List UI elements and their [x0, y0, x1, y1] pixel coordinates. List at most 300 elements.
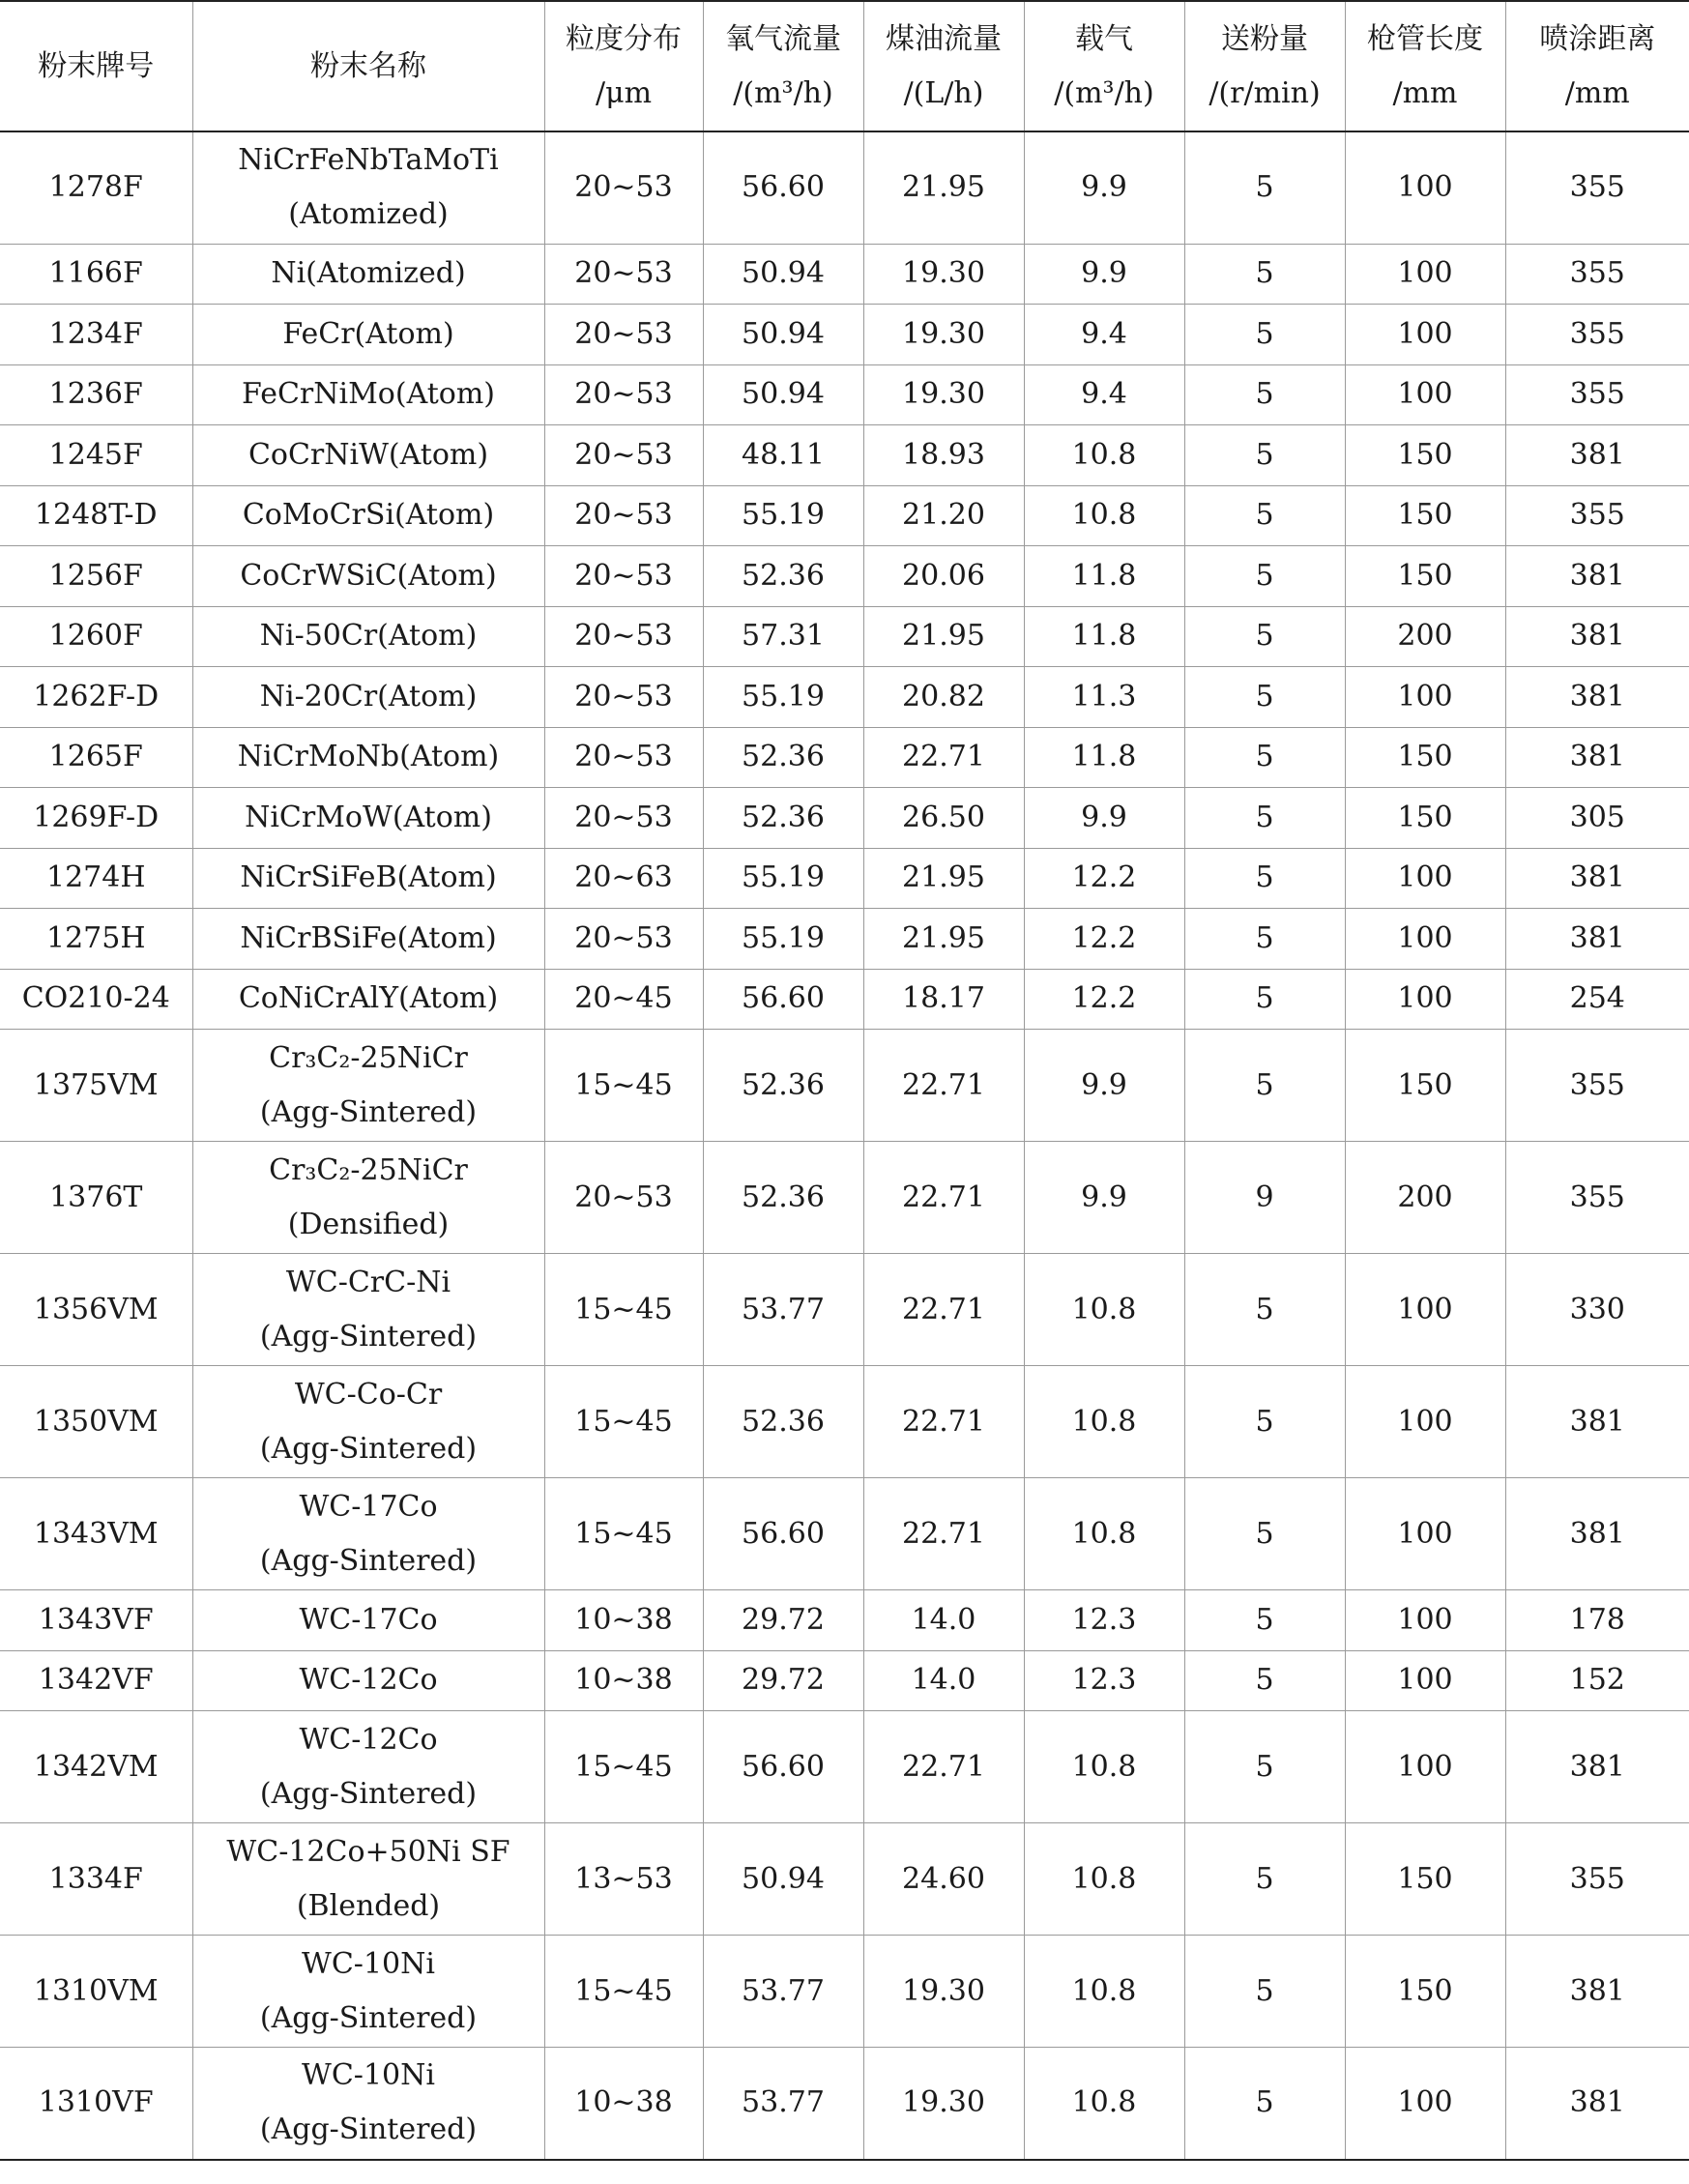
kerosene-flow-cell: 19.30	[863, 2048, 1024, 2160]
powder-grade-cell: 1236F	[0, 364, 192, 425]
oxygen-flow-cell: 53.77	[703, 1936, 863, 2048]
table-row	[0, 244, 1689, 305]
barrel-length-cell: 150	[1345, 1936, 1505, 2048]
powder-feed-cell: 5	[1184, 131, 1345, 244]
powder-name-composition: Cr₃C₂-25NiCr	[269, 1152, 468, 1187]
powder-grade-cell: 1248T-D	[0, 485, 192, 546]
barrel-length-cell: 150	[1345, 727, 1505, 788]
barrel-length-cell: 100	[1345, 909, 1505, 970]
table-row	[0, 848, 1689, 909]
barrel-length-cell: 100	[1345, 1711, 1505, 1823]
oxygen-flow-cell: 29.72	[703, 1590, 863, 1651]
barrel-length-cell: 100	[1345, 1254, 1505, 1366]
powder-name-composition: NiCrMoW(Atom)	[245, 800, 492, 834]
oxygen-flow-cell: 56.60	[703, 969, 863, 1030]
column-header-title: 粉末名称	[310, 48, 426, 83]
powder-name-cell	[192, 667, 544, 728]
table-row	[0, 1823, 1689, 1936]
powder-feed-cell: 5	[1184, 1366, 1345, 1478]
powder-grade-cell: 1278F	[0, 131, 192, 244]
powder-grade-cell: 1262F-D	[0, 667, 192, 728]
barrel-length-cell: 100	[1345, 1478, 1505, 1590]
powder-name-process: (Agg-Sintered)	[259, 1776, 478, 1811]
particle-size-cell: 20~53	[544, 364, 703, 425]
column-header-title: 粒度分布	[566, 21, 682, 56]
powder-name-composition: Ni(Atomized)	[271, 256, 466, 291]
barrel-length-cell: 100	[1345, 2048, 1505, 2160]
column-header-unit: /(m³/h)	[1054, 75, 1154, 110]
particle-size-cell: 20~45	[544, 969, 703, 1030]
barrel-length-cell: 200	[1345, 606, 1505, 667]
table-row	[0, 667, 1689, 728]
carrier-gas-cell: 9.4	[1024, 364, 1184, 425]
spray-distance-cell: 381	[1505, 1366, 1689, 1478]
powder-name-composition: NiCrMoNb(Atom)	[237, 740, 500, 774]
powder-name-composition: NiCrSiFeB(Atom)	[240, 860, 497, 895]
powder-name-process: (Blended)	[296, 1888, 441, 1923]
barrel-length-cell: 200	[1345, 1142, 1505, 1254]
column-header	[0, 1, 192, 131]
powder-grade-cell: 1234F	[0, 305, 192, 365]
table-row	[0, 788, 1689, 849]
carrier-gas-cell: 12.2	[1024, 969, 1184, 1030]
kerosene-flow-cell: 22.71	[863, 1366, 1024, 1478]
powder-name-cell	[192, 2048, 544, 2160]
barrel-length-cell: 100	[1345, 848, 1505, 909]
kerosene-flow-cell: 22.71	[863, 1030, 1024, 1142]
kerosene-flow-cell: 19.30	[863, 305, 1024, 365]
carrier-gas-cell: 11.3	[1024, 667, 1184, 728]
carrier-gas-cell: 12.2	[1024, 909, 1184, 970]
kerosene-flow-cell: 24.60	[863, 1823, 1024, 1936]
carrier-gas-cell: 12.3	[1024, 1650, 1184, 1711]
column-header	[544, 1, 703, 131]
spray-distance-cell: 381	[1505, 727, 1689, 788]
kerosene-flow-cell: 21.95	[863, 848, 1024, 909]
column-header-unit: /mm	[1564, 75, 1630, 110]
barrel-length-cell: 100	[1345, 667, 1505, 728]
powder-name-process: (Agg-Sintered)	[259, 2112, 478, 2147]
spray-distance-cell: 355	[1505, 1142, 1689, 1254]
powder-grade-cell: 1274H	[0, 848, 192, 909]
carrier-gas-cell: 9.4	[1024, 305, 1184, 365]
powder-feed-cell: 5	[1184, 244, 1345, 305]
spray-distance-cell: 330	[1505, 1254, 1689, 1366]
kerosene-flow-cell: 14.0	[863, 1590, 1024, 1651]
carrier-gas-cell: 9.9	[1024, 1030, 1184, 1142]
powder-name-cell	[192, 1936, 544, 2048]
powder-name-cell	[192, 1590, 544, 1651]
column-header	[1505, 1, 1689, 131]
carrier-gas-cell: 11.8	[1024, 546, 1184, 607]
spray-distance-cell: 305	[1505, 788, 1689, 849]
powder-grade-cell: 1245F	[0, 425, 192, 486]
powder-name-cell	[192, 546, 544, 607]
oxygen-flow-cell: 50.94	[703, 305, 863, 365]
oxygen-flow-cell: 52.36	[703, 727, 863, 788]
table-row	[0, 1142, 1689, 1254]
powder-name-cell	[192, 848, 544, 909]
particle-size-cell: 10~38	[544, 1590, 703, 1651]
particle-size-cell: 15~45	[544, 1478, 703, 1590]
table-row	[0, 2048, 1689, 2160]
spray-distance-cell: 381	[1505, 1936, 1689, 2048]
carrier-gas-cell: 9.9	[1024, 244, 1184, 305]
particle-size-cell: 15~45	[544, 1366, 703, 1478]
oxygen-flow-cell: 48.11	[703, 425, 863, 486]
carrier-gas-cell: 10.8	[1024, 2048, 1184, 2160]
powder-name-composition: CoMoCrSi(Atom)	[242, 498, 495, 533]
oxygen-flow-cell: 56.60	[703, 1711, 863, 1823]
particle-size-cell: 20~53	[544, 305, 703, 365]
table-row	[0, 1478, 1689, 1590]
powder-name-process: (Agg-Sintered)	[259, 1431, 478, 1466]
barrel-length-cell: 100	[1345, 305, 1505, 365]
powder-grade-cell: 1310VF	[0, 2048, 192, 2160]
spray-distance-cell: 381	[1505, 667, 1689, 728]
oxygen-flow-cell: 52.36	[703, 1366, 863, 1478]
carrier-gas-cell: 10.8	[1024, 1711, 1184, 1823]
spray-distance-cell: 355	[1505, 131, 1689, 244]
oxygen-flow-cell: 50.94	[703, 1823, 863, 1936]
carrier-gas-cell: 9.9	[1024, 1142, 1184, 1254]
powder-feed-cell: 5	[1184, 848, 1345, 909]
kerosene-flow-cell: 22.71	[863, 1254, 1024, 1366]
particle-size-cell: 20~53	[544, 788, 703, 849]
oxygen-flow-cell: 53.77	[703, 1254, 863, 1366]
oxygen-flow-cell: 55.19	[703, 848, 863, 909]
powder-feed-cell: 5	[1184, 305, 1345, 365]
powder-name-composition: CoCrWSiC(Atom)	[240, 558, 497, 593]
powder-name-process: (Agg-Sintered)	[259, 1094, 478, 1129]
kerosene-flow-cell: 19.30	[863, 244, 1024, 305]
column-header-unit: /μm	[595, 75, 653, 110]
column-header	[1184, 1, 1345, 131]
spray-distance-cell: 178	[1505, 1590, 1689, 1651]
column-header-title: 喷涂距离	[1539, 21, 1656, 56]
particle-size-cell: 13~53	[544, 1823, 703, 1936]
powder-name-cell	[192, 1254, 544, 1366]
powder-name-process: (Agg-Sintered)	[259, 1319, 478, 1354]
powder-feed-cell: 5	[1184, 727, 1345, 788]
powder-feed-cell: 5	[1184, 1936, 1345, 2048]
powder-name-composition: Ni-50Cr(Atom)	[259, 619, 478, 654]
powder-name-cell	[192, 1650, 544, 1711]
kerosene-flow-cell: 21.95	[863, 131, 1024, 244]
barrel-length-cell: 150	[1345, 1823, 1505, 1936]
oxygen-flow-cell: 53.77	[703, 2048, 863, 2160]
powder-feed-cell: 5	[1184, 909, 1345, 970]
oxygen-flow-cell: 55.19	[703, 485, 863, 546]
spray-distance-cell: 381	[1505, 606, 1689, 667]
powder-name-composition: WC-12Co	[299, 1722, 438, 1757]
kerosene-flow-cell: 21.20	[863, 485, 1024, 546]
particle-size-cell: 15~45	[544, 1936, 703, 2048]
column-header-title: 载气	[1075, 21, 1133, 56]
carrier-gas-cell: 10.8	[1024, 1366, 1184, 1478]
barrel-length-cell: 100	[1345, 969, 1505, 1030]
column-header-title: 煤油流量	[886, 21, 1002, 56]
carrier-gas-cell: 10.8	[1024, 1478, 1184, 1590]
powder-name-cell	[192, 1142, 544, 1254]
kerosene-flow-cell: 22.71	[863, 1711, 1024, 1823]
powder-grade-cell: 1375VM	[0, 1030, 192, 1142]
table-row	[0, 425, 1689, 486]
spray-distance-cell: 381	[1505, 909, 1689, 970]
table-row	[0, 1366, 1689, 1478]
particle-size-cell: 20~53	[544, 727, 703, 788]
powder-name-process: (Atomized)	[288, 197, 449, 232]
particle-size-cell: 15~45	[544, 1711, 703, 1823]
barrel-length-cell: 150	[1345, 1030, 1505, 1142]
particle-size-cell: 20~53	[544, 667, 703, 728]
powder-name-cell	[192, 788, 544, 849]
kerosene-flow-cell: 22.71	[863, 1142, 1024, 1254]
table-row	[0, 1590, 1689, 1651]
carrier-gas-cell: 9.9	[1024, 788, 1184, 849]
particle-size-cell: 15~45	[544, 1254, 703, 1366]
barrel-length-cell: 100	[1345, 1590, 1505, 1651]
column-header	[703, 1, 863, 131]
barrel-length-cell: 100	[1345, 364, 1505, 425]
particle-size-cell: 20~63	[544, 848, 703, 909]
powder-name-composition: WC-17Co	[299, 1489, 438, 1524]
column-header	[192, 1, 544, 131]
column-header-title: 枪管长度	[1367, 21, 1483, 56]
powder-grade-cell: 1376T	[0, 1142, 192, 1254]
powder-name-composition: WC-10Ni	[302, 2058, 435, 2093]
barrel-length-cell: 150	[1345, 485, 1505, 546]
particle-size-cell: 20~53	[544, 1142, 703, 1254]
powder-grade-cell: 1342VF	[0, 1650, 192, 1711]
spray-distance-cell: 355	[1505, 305, 1689, 365]
powder-feed-cell: 5	[1184, 606, 1345, 667]
spray-distance-cell: 381	[1505, 1478, 1689, 1590]
column-header-unit: /(r/min)	[1209, 75, 1321, 110]
barrel-length-cell: 100	[1345, 131, 1505, 244]
powder-name-cell	[192, 364, 544, 425]
column-header-unit: /mm	[1392, 75, 1458, 110]
powder-grade-cell: 1269F-D	[0, 788, 192, 849]
column-header	[863, 1, 1024, 131]
table-row	[0, 727, 1689, 788]
table-body	[0, 131, 1689, 2160]
oxygen-flow-cell: 57.31	[703, 606, 863, 667]
table-row	[0, 969, 1689, 1030]
powder-grade-cell: 1342VM	[0, 1711, 192, 1823]
oxygen-flow-cell: 50.94	[703, 244, 863, 305]
column-header	[1345, 1, 1505, 131]
particle-size-cell: 20~53	[544, 425, 703, 486]
kerosene-flow-cell: 26.50	[863, 788, 1024, 849]
barrel-length-cell: 150	[1345, 425, 1505, 486]
spray-distance-cell: 381	[1505, 848, 1689, 909]
powder-name-composition: WC-12Co+50Ni SF	[226, 1834, 510, 1869]
table-row	[0, 485, 1689, 546]
powder-grade-cell: 1166F	[0, 244, 192, 305]
powder-name-cell	[192, 244, 544, 305]
powder-grade-cell: 1343VM	[0, 1478, 192, 1590]
powder-grade-cell: 1356VM	[0, 1254, 192, 1366]
spray-distance-cell: 152	[1505, 1650, 1689, 1711]
column-header-unit: /(L/h)	[903, 75, 984, 110]
powder-feed-cell: 5	[1184, 1254, 1345, 1366]
table-row	[0, 1711, 1689, 1823]
powder-name-composition: WC-Co-Cr	[294, 1377, 443, 1412]
kerosene-flow-cell: 14.0	[863, 1650, 1024, 1711]
kerosene-flow-cell: 22.71	[863, 1478, 1024, 1590]
powder-name-composition: FeCr(Atom)	[282, 316, 454, 351]
table-row	[0, 1254, 1689, 1366]
powder-feed-cell: 9	[1184, 1142, 1345, 1254]
particle-size-cell: 20~53	[544, 244, 703, 305]
powder-name-cell	[192, 1478, 544, 1590]
powder-name-composition: WC-12Co	[299, 1663, 438, 1698]
kerosene-flow-cell: 19.30	[863, 364, 1024, 425]
table-row	[0, 546, 1689, 607]
barrel-length-cell: 150	[1345, 546, 1505, 607]
powder-grade-cell: 1260F	[0, 606, 192, 667]
table-row	[0, 305, 1689, 365]
powder-name-composition: WC-17Co	[299, 1602, 438, 1637]
powder-name-process: (Densified)	[287, 1207, 450, 1241]
powder-name-composition: WC-CrC-Ni	[285, 1265, 451, 1299]
kerosene-flow-cell: 20.06	[863, 546, 1024, 607]
spray-distance-cell: 355	[1505, 244, 1689, 305]
powder-feed-cell: 5	[1184, 546, 1345, 607]
powder-name-cell	[192, 1366, 544, 1478]
carrier-gas-cell: 11.8	[1024, 727, 1184, 788]
powder-name-cell	[192, 909, 544, 970]
barrel-length-cell: 100	[1345, 1366, 1505, 1478]
carrier-gas-cell: 10.8	[1024, 1936, 1184, 2048]
spray-distance-cell: 355	[1505, 1030, 1689, 1142]
powder-grade-cell: CO210-24	[0, 969, 192, 1030]
particle-size-cell: 20~53	[544, 606, 703, 667]
powder-name-composition: FeCrNiMo(Atom)	[242, 377, 495, 412]
powder-feed-cell: 5	[1184, 2048, 1345, 2160]
carrier-gas-cell: 10.8	[1024, 485, 1184, 546]
oxygen-flow-cell: 52.36	[703, 1142, 863, 1254]
particle-size-cell: 10~38	[544, 2048, 703, 2160]
table-row	[0, 909, 1689, 970]
powder-name-composition: Ni-20Cr(Atom)	[259, 679, 478, 713]
carrier-gas-cell: 10.8	[1024, 425, 1184, 486]
powder-feed-cell: 5	[1184, 364, 1345, 425]
table-row	[0, 131, 1689, 244]
spray-distance-cell: 254	[1505, 969, 1689, 1030]
column-header	[1024, 1, 1184, 131]
particle-size-cell: 20~53	[544, 546, 703, 607]
particle-size-cell: 20~53	[544, 485, 703, 546]
spray-distance-cell: 355	[1505, 1823, 1689, 1936]
kerosene-flow-cell: 20.82	[863, 667, 1024, 728]
powder-name-cell	[192, 1711, 544, 1823]
spray-distance-cell: 381	[1505, 546, 1689, 607]
powder-feed-cell: 5	[1184, 969, 1345, 1030]
kerosene-flow-cell: 21.95	[863, 606, 1024, 667]
spray-distance-cell: 381	[1505, 425, 1689, 486]
oxygen-flow-cell: 52.36	[703, 788, 863, 849]
oxygen-flow-cell: 55.19	[703, 909, 863, 970]
powder-name-composition: CoCrNiW(Atom)	[248, 437, 489, 472]
column-header-title: 粉末牌号	[38, 48, 155, 83]
powder-name-cell	[192, 727, 544, 788]
barrel-length-cell: 100	[1345, 244, 1505, 305]
spray-distance-cell: 381	[1505, 2048, 1689, 2160]
table-row	[0, 1030, 1689, 1142]
powder-name-composition: NiCrFeNbTaMoTi	[238, 143, 499, 178]
powder-feed-cell: 5	[1184, 1650, 1345, 1711]
oxygen-flow-cell: 56.60	[703, 131, 863, 244]
powder-feed-cell: 5	[1184, 425, 1345, 486]
oxygen-flow-cell: 56.60	[703, 1478, 863, 1590]
table-row	[0, 606, 1689, 667]
barrel-length-cell: 150	[1345, 788, 1505, 849]
powder-name-cell	[192, 1823, 544, 1936]
powder-feed-cell: 5	[1184, 788, 1345, 849]
powder-name-cell	[192, 485, 544, 546]
spray-distance-cell: 355	[1505, 485, 1689, 546]
powder-name-cell	[192, 1030, 544, 1142]
table-row	[0, 1936, 1689, 2048]
kerosene-flow-cell: 19.30	[863, 1936, 1024, 2048]
spray-distance-cell: 381	[1505, 1711, 1689, 1823]
powder-feed-cell: 5	[1184, 1711, 1345, 1823]
barrel-length-cell: 100	[1345, 1650, 1505, 1711]
powder-grade-cell: 1350VM	[0, 1366, 192, 1478]
powder-grade-cell: 1310VM	[0, 1936, 192, 2048]
particle-size-cell: 20~53	[544, 909, 703, 970]
powder-name-process: (Agg-Sintered)	[259, 1543, 478, 1578]
powder-feed-cell: 5	[1184, 1478, 1345, 1590]
powder-grade-cell: 1334F	[0, 1823, 192, 1936]
kerosene-flow-cell: 22.71	[863, 727, 1024, 788]
carrier-gas-cell: 12.3	[1024, 1590, 1184, 1651]
particle-size-cell: 10~38	[544, 1650, 703, 1711]
particle-size-cell: 15~45	[544, 1030, 703, 1142]
powder-grade-cell: 1275H	[0, 909, 192, 970]
powder-grade-cell: 1256F	[0, 546, 192, 607]
powder-name-composition: NiCrBSiFe(Atom)	[240, 920, 497, 955]
powder-feed-cell: 5	[1184, 667, 1345, 728]
powder-feed-cell: 5	[1184, 485, 1345, 546]
table-header-row	[0, 1, 1689, 131]
oxygen-flow-cell: 55.19	[703, 667, 863, 728]
kerosene-flow-cell: 18.17	[863, 969, 1024, 1030]
column-header-title: 氧气流量	[725, 21, 841, 56]
column-header-title: 送粉量	[1221, 21, 1308, 56]
powder-name-cell	[192, 969, 544, 1030]
kerosene-flow-cell: 21.95	[863, 909, 1024, 970]
particle-size-cell: 20~53	[544, 131, 703, 244]
oxygen-flow-cell: 29.72	[703, 1650, 863, 1711]
powder-feed-cell: 5	[1184, 1590, 1345, 1651]
oxygen-flow-cell: 52.36	[703, 1030, 863, 1142]
powder-name-composition: WC-10Ni	[302, 1946, 435, 1981]
powder-grade-cell: 1343VF	[0, 1590, 192, 1651]
carrier-gas-cell: 10.8	[1024, 1254, 1184, 1366]
powder-grade-cell: 1265F	[0, 727, 192, 788]
powder-name-cell	[192, 131, 544, 244]
table-row	[0, 364, 1689, 425]
powder-name-composition: Cr₃C₂-25NiCr	[269, 1040, 468, 1075]
carrier-gas-cell: 12.2	[1024, 848, 1184, 909]
oxygen-flow-cell: 52.36	[703, 546, 863, 607]
powder-feed-cell: 5	[1184, 1030, 1345, 1142]
powder-name-process: (Agg-Sintered)	[259, 2000, 478, 2035]
powder-feed-cell: 5	[1184, 1823, 1345, 1936]
